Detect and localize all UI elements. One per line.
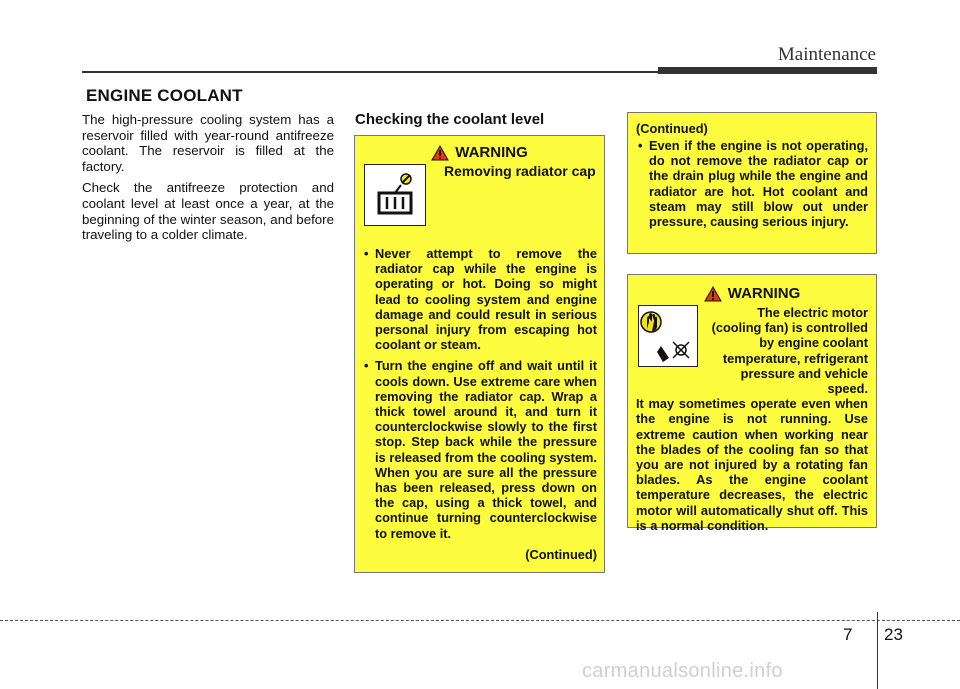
warning-bullets	[362, 230, 597, 541]
list-item: • Never attempt to remove the radiator cap while the engine is operating or hot. Doing so might lead to cooling system and engine damage and could result in serious personal injury from escaping hot coolant or steam.	[362, 246, 597, 352]
warning-intro: The electric motor (cooling fan) is controlled by engine coolant temperature, refrigerant pressure and vehicle speed.	[711, 305, 868, 397]
intro-paragraph: The high-pressure cooling system has a reservoir filled with year-round antifreeze coolant. The reservoir is filled at the factory.	[82, 112, 334, 174]
radiator-hot-icon	[364, 164, 426, 226]
warning-bullets	[636, 138, 868, 229]
subsection-title: Checking the coolant level	[355, 111, 545, 128]
warning-box-continued	[627, 112, 877, 254]
warning-label: WARNING	[455, 144, 528, 161]
intro-text	[82, 112, 334, 249]
header-rule-bar	[658, 67, 877, 74]
warning-heading	[362, 144, 597, 161]
section-title: ENGINE COOLANT	[86, 86, 243, 105]
continued-label: (Continued)	[636, 121, 708, 136]
continued-label: (Continued)	[525, 546, 597, 562]
warning-box-cooling-fan	[627, 274, 877, 533]
warning-label: WARNING	[727, 285, 801, 302]
footer-divider	[877, 612, 878, 689]
watermark: carmanualsonline.info	[582, 660, 783, 682]
footer-rule	[0, 620, 960, 621]
warning-triangle-icon	[704, 286, 722, 302]
warning-box-radiator-cap	[354, 135, 605, 573]
list-item: • Even if the engine is not operating, do not remove the radiator cap or the drain plug while the engine and radiator are hot. Hot coolant and steam may still blow out under pressure, causing serious injury.	[636, 138, 868, 229]
chapter-number: 7	[843, 625, 853, 644]
warning-subtitle: Removing radiator cap	[444, 163, 596, 179]
warning-body: It may sometimes operate even when the engine is not running. Use extreme caution when working near the blades of the cooling fan so that you are not injured by a rotating fan blades. As the engine coolant temperature decreases, the electric motor will automatically shut off. This is a normal condition.	[636, 396, 868, 533]
page-number: 23	[884, 625, 903, 644]
intro-paragraph: Check the antifreeze protection and coolant level at least once a year, at the beginning of the winter season, and before traveling to a colder climate.	[82, 180, 334, 243]
page-header-title: Maintenance	[777, 44, 876, 65]
list-item: • Turn the engine off and wait until it cools down. Use extreme care when removing the radiator cap. Wrap a thick towel around it, and turn it counterclockwise slowly to the first stop. Step back while the pressure is released from the cooling system. When you are sure all the pressure has been released, press down on the cap, using a thick towel, and continue turning counterclockwise to remove it.	[362, 358, 597, 540]
warning-heading	[636, 285, 868, 302]
warning-triangle-icon	[431, 145, 449, 161]
fan-hand-warning-icon	[638, 305, 698, 367]
